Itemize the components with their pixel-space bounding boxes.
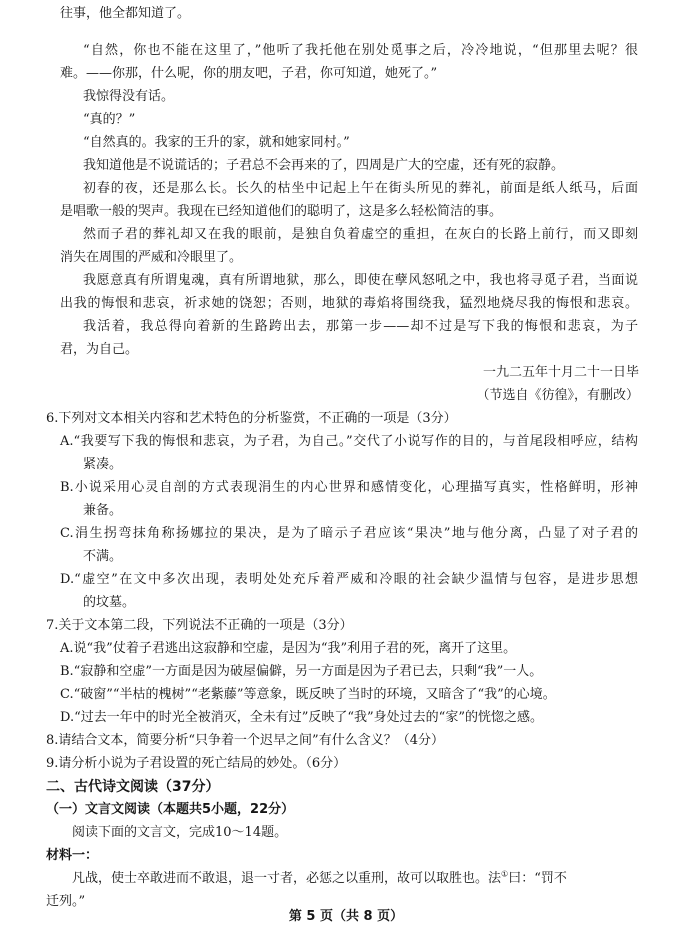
page-footer: 第 5 页（共 8 页） [288,909,404,924]
material-text-part: 曰：“罚不 [508,871,567,886]
footnote-marker: ① [501,869,509,879]
exam-page: 往事，他全都知道了。 “自然，你也不能在这里了，”他听了我托他在别处觅事之后，冷冷地说，“但那里去呢？很 难。——你那，什么呢，你的朋友吧，子君，你可知道，她死了。” 我惊得没有话。 “真的？” “自然真的。我家的王升的家，就和她家同村。” 我知道他是不说谎话的；子君总不会再来的了，四周是广大的空虚，还有死的寂静。 初春的夜，还是那么长。长久的枯坐中记起上午在街头所见的葬礼，前面是纸人纸马，后面 是唱歌一般的哭声。我现在已经知道他们的聪明了，这是多么轻松简洁的事。 然而子君的葬礼却又在我的眼前，是独自负着虚空的重担，在灰白的长路上前行，而又即刻 消失在周围的严威和冷眼里了。 我愿意真有所谓鬼魂，真有所谓地狱，那么，即使在孽风怒吼之中，我也将寻觅子君，当面说 出我的悔恨和悲哀，祈求她的饶恕；否则，地狱的毒焰将围绕我，猛烈地烧尽我的悔恨和悲哀。 我活着，我总得向着新的生路跨出去，那第一步——却不过是写下我的悔恨和悲哀，为子 君，为自己。 一九二五年十月二十一日毕 （节选自《彷徨》，有删改） 6.下列对文本相关内容和艺术特色的分析鉴赏，不正确的一项是（3分） A.“我要写下我的悔恨和悲哀，为子君，为自己。”交代了小说写作的目的，与首尾段相呼应，结构 紧凑。 B.小说采用心灵自剖的方式表现涓生的内心世界和感情变化，心理描写真实，性格鲜明，形神 兼备。 C.涓生拐弯抹角称扬娜拉的果决，是为了暗示子君应该“果决”地与他分离，凸显了对子君的 不满。 D.“虚空”在文中多次出现，表明处处充斥着严威和冷眼的社会缺少温情与包容，是进步思想 的坟墓。 7.关于文本第二段，下列说法不正确的一项是（3分） A.说“我”仗着子君逃出这寂静和空虚，是因为“我”利用子君的死，离开了这里。 B.“寂静和空虚”一方面是因为破屋偏僻，另一方面是因为子君已去，只剩“我”一人。 C.“破窗”“半枯的槐树”“老紫藤”等意象，既反映了当时的环境，又暗含了“我”的心境。 D.“过去一年中的时光全被消灭，全未有过”反映了“我”身处过去的“家”的恍惚之感。 8.请结合文本，简要分析“只争着一个迟早之间”有什么含义？（4分） 9.请分析小说为子君设置的死亡结局的妙处。（6分） 二、古代诗文阅读（37分） （一）文言文阅读（本题共5小题，22分） 阅读下面的文言文，完成10～14题。 材料一： 凡战，使士卒敢进而不敢退，退一寸者，必惩之以重刑，故可以取胜也。法①曰：“罚不 迁列。” 第 5 页（共 8 页） [0,0,692,926]
material-text-part: 凡战，使士卒敢进而不敢退，退一寸者，必惩之以重刑，故可以取胜也。法 [72,871,502,886]
